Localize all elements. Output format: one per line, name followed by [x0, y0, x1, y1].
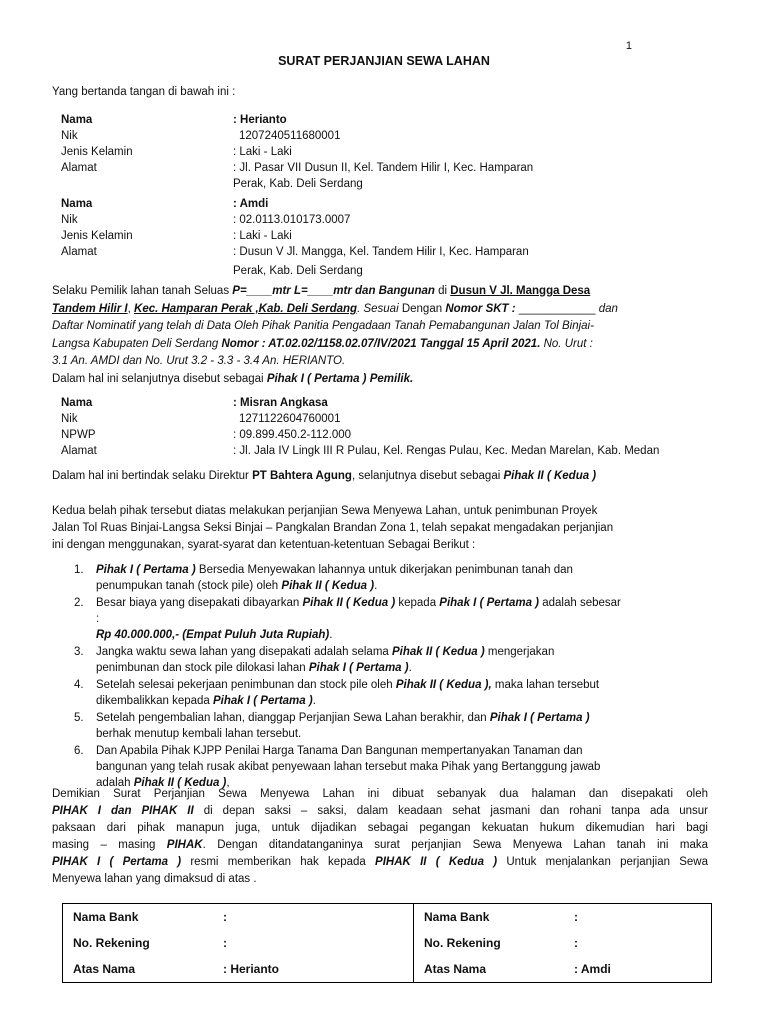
- land-owner-paragraph: [52, 283, 712, 388]
- table-row: [63, 904, 712, 931]
- text-run: maka lahan tersebut: [491, 679, 600, 691]
- account-number-label: No. Rekening: [414, 930, 565, 956]
- text-run: PIHAK II ( Kedua ): [375, 856, 498, 868]
- field-value-cont: Perak, Kab. Deli Serdang: [233, 178, 363, 190]
- field-label: Jenis Kelamin: [61, 230, 133, 242]
- text-run: Pihak II ( Kedua ): [302, 597, 396, 609]
- text-run: bangunan yang telah rusak akibat penyewaan lahan tersebut maka Pihak yang Bertanggung jawab: [96, 761, 601, 773]
- field-label: Nik: [61, 214, 78, 226]
- party-misran-angkasa: [61, 395, 659, 459]
- text-run: Pihak I ( Pertama ): [308, 662, 409, 674]
- closing-paragraph: [52, 786, 708, 888]
- field-value: 1207240511680001: [239, 130, 341, 142]
- bank-name-label: Nama Bank: [414, 904, 565, 931]
- account-holder-value: : Herianto: [213, 956, 414, 983]
- text-run: penumpukan tanah (stock pile) oleh: [96, 580, 282, 592]
- bank-name-value: :: [213, 904, 414, 931]
- text-run: Langsa Kabupaten Deli Serdang: [52, 337, 222, 350]
- table-row: [63, 956, 712, 983]
- bank-name-label: Nama Bank: [63, 904, 214, 931]
- text-run: , selanjutnya disebut sebagai: [351, 470, 504, 482]
- text-run: . Dengan ditandatanganinya surat perjanjian Sewa Menyewa Lahan tanah ini maka: [202, 839, 709, 851]
- field-label: Nik: [61, 413, 78, 425]
- text-run: Setelah selesai pekerjaan penimbunan dan stock pile oleh: [96, 679, 396, 691]
- field-label: Alamat: [61, 162, 97, 174]
- text-run: PIHAK I ( Pertama ): [52, 856, 182, 868]
- nominative-number: Nomor : AT.02.02/1158.02.07/IV/2021 Tanggal 15 April 2021.: [221, 337, 541, 350]
- text-run: di: [434, 285, 451, 297]
- term-number: 6.: [74, 745, 84, 757]
- agreement-intro-paragraph: [52, 503, 712, 554]
- text-run: Pihak II ( Kedua ): [133, 777, 227, 789]
- text-run: di depan saksi – saksi, dalam keadaan sehat jasmani dan rohani tanpa ada unsur: [193, 805, 709, 817]
- field-value: : Amdi: [233, 198, 269, 210]
- text-run: .: [312, 695, 316, 707]
- text-run: . Sesuai: [357, 302, 399, 315]
- term-item: [74, 710, 736, 742]
- field-value: : Dusun V Jl. Mangga, Kel. Tandem Hilir I, Kec. Hamparan: [233, 246, 529, 258]
- text-run: Dalam hal ini bertindak selaku Direktur: [52, 470, 253, 482]
- account-number-label: No. Rekening: [63, 930, 214, 956]
- text-run: Setelah pengembalian lahan, dianggap Perjanjian Sewa Lahan berakhir, dan: [96, 712, 490, 724]
- account-holder-label: Atas Nama: [63, 956, 214, 983]
- account-holder-label: Atas Nama: [414, 956, 565, 983]
- field-value: 1271122604760001: [239, 413, 341, 425]
- text-line: paksaan dari pihak manapun juga, untuk dijadikan sebagai pegangan kekuatan hukum dikemudian hari bagi: [52, 822, 708, 834]
- account-holder-value: : Amdi: [564, 956, 712, 983]
- text-run: resmi memberikan hak kepada: [181, 856, 376, 868]
- account-number-value: :: [213, 930, 414, 956]
- text-run: :: [96, 613, 100, 625]
- term-number: 5.: [74, 712, 84, 724]
- text-run: Pihak II ( Kedua ): [392, 646, 485, 658]
- party-designation: Pihak II ( Kedua ): [503, 470, 597, 482]
- text-run: dikembalikkan kepada: [96, 695, 213, 707]
- term-number: 2.: [74, 597, 84, 609]
- rent-amount: Rp 40.000.000,- (Empat Puluh Juta Rupiah): [96, 629, 330, 641]
- page-number: 1: [625, 40, 632, 52]
- text-run: Pihak I ( Pertama ): [96, 564, 196, 576]
- skt-number-label: Nomor SKT :: [445, 302, 519, 315]
- text-run: adalah: [96, 777, 134, 789]
- field-value: : Laki - Laki: [233, 230, 292, 242]
- text-run: Selaku Pemilik lahan tanah Seluas: [52, 285, 233, 297]
- field-value: : Jl. Jala IV Lingk III R Pulau, Kel. Rengas Pulau, Kec. Medan Marelan, Kab. Medan: [233, 445, 660, 457]
- text-run: 3.1 An. AMDI dan No. Urut 3.2 - 3.3 - 3.4 An. HERIANTO.: [52, 355, 346, 367]
- text-run: No. Urut :: [540, 337, 593, 350]
- text-run: Dengan: [398, 302, 446, 315]
- text-run: Pihak II ( Kedua ),: [395, 679, 492, 691]
- field-value: : 02.0113.010173.0007: [233, 214, 351, 226]
- land-location: Tandem Hilir I: [52, 302, 128, 315]
- text-line: Jalan Tol Ruas Binjai-Langsa Seksi Binjai – Pangkalan Brandan Zona 1, telah sepakat mengadakan perjanjian: [52, 522, 614, 534]
- company-name: PT Bahtera Agung: [252, 470, 352, 482]
- party-amdi: [61, 196, 529, 279]
- field-label: NPWP: [61, 429, 96, 441]
- text-run: Pihak I ( Pertama ): [489, 712, 590, 724]
- text-run: ,: [226, 777, 230, 789]
- text-run: .: [408, 662, 412, 674]
- terms-list: [52, 562, 736, 792]
- text-run: PIHAK: [166, 839, 203, 851]
- text-run: .: [329, 629, 333, 641]
- text-line: Demikian Surat Perjanjian Sewa Menyewa Lahan ini dibuat sebanyak dua halaman dan disepakati oleh: [52, 788, 708, 800]
- text-line: Menyewa lahan yang dimaksud di atas .: [52, 873, 257, 885]
- party-herianto: [61, 112, 533, 192]
- field-value: : Laki - Laki: [233, 146, 292, 158]
- text-run: ,: [127, 302, 135, 315]
- text-run: Untuk menjalankan perjanjian Sewa: [497, 856, 709, 868]
- term-item: [74, 644, 736, 676]
- director-paragraph: [52, 469, 712, 485]
- text-run: Daftar Nominatif yang telah di Data Oleh Pihak Panitia Pengadaan Tanah Pemabangunan Jalan Tol Binjai-: [52, 320, 594, 332]
- text-run: Bersedia Menyewakan lahannya untuk dikerjakan penimbunan tanah dan: [195, 564, 573, 576]
- text-run: Besar biaya yang disepakati dibayarkan: [96, 597, 303, 609]
- text-run: Dan Apabila Pihak KJPP Penilai Harga Tanama Dan Bangunan mempertanyakan Tanaman dan: [96, 745, 583, 757]
- field-value-cont: Perak, Kab. Deli Serdang: [233, 265, 363, 277]
- text-run: mengerjakan: [484, 646, 555, 658]
- bank-account-table: [62, 903, 712, 983]
- term-number: 1.: [74, 564, 84, 576]
- field-label: Nama: [61, 198, 93, 210]
- text-run: berhak menutup kembali lahan tersebut.: [96, 728, 302, 740]
- text-line: ini dengan menggunakan, syarat-syarat dan ketentuan-ketentuan Sebagai Berikut :: [52, 539, 476, 551]
- text-line: Kedua belah pihak tersebut diatas melakukan perjanjian Sewa Menyewa Lahan, untuk penimbunan Proyek: [52, 505, 598, 517]
- text-run: adalah sebesar: [539, 597, 621, 609]
- text-run: penimbunan dan stock pile dilokasi lahan: [96, 662, 309, 674]
- field-label: Nama: [61, 397, 93, 409]
- text-run: Dalam hal ini selanjutnya disebut sebagai: [52, 372, 267, 385]
- field-value: : Herianto: [233, 114, 287, 126]
- land-location: Kec. Hamparan Perak ,Kab. Deli Serdang: [134, 302, 358, 315]
- field-value: : Misran Angkasa: [233, 397, 328, 409]
- party-designation: Pihak I ( Pertama ) Pemilik.: [266, 372, 414, 385]
- document-title: SURAT PERJANJIAN SEWA LAHAN: [278, 54, 490, 68]
- field-label: Alamat: [61, 445, 97, 457]
- land-size: P=____mtr L=____mtr dan Bangunan: [232, 285, 435, 297]
- text-run: .: [374, 580, 378, 592]
- text-run: Pihak II ( Kedua ): [281, 580, 375, 592]
- term-item: [74, 743, 736, 791]
- term-item: [74, 595, 736, 643]
- text-run: PIHAK I dan PIHAK II: [52, 805, 194, 817]
- field-label: Jenis Kelamin: [61, 146, 133, 158]
- term-number: 3.: [74, 646, 84, 658]
- field-label: Nama: [61, 114, 93, 126]
- term-item: [74, 562, 736, 594]
- field-label: Alamat: [61, 246, 97, 258]
- skt-number-blank: ____________: [518, 302, 596, 315]
- text-run: Jangka waktu sewa lahan yang disepakati adalah selama: [96, 646, 392, 658]
- term-item: [74, 677, 736, 709]
- text-run: masing – masing: [52, 839, 167, 851]
- table-row: [63, 930, 712, 956]
- term-number: 4.: [74, 679, 84, 691]
- text-run: dan: [595, 302, 618, 315]
- text-run: kepada: [395, 597, 440, 609]
- field-value: : Jl. Pasar VII Dusun II, Kel. Tandem Hilir I, Kec. Hamparan: [233, 162, 534, 174]
- field-label: Nik: [61, 130, 78, 142]
- account-number-value: :: [564, 930, 712, 956]
- text-run: Pihak I ( Pertama ): [213, 695, 313, 707]
- bank-name-value: :: [564, 904, 712, 931]
- land-location: Dusun V Jl. Mangga Desa: [450, 285, 591, 297]
- intro-text: Yang bertanda tangan di bawah ini :: [52, 86, 236, 98]
- text-run: Pihak I ( Pertama ): [439, 597, 540, 609]
- field-value: : 09.899.450.2-112.000: [233, 429, 352, 441]
